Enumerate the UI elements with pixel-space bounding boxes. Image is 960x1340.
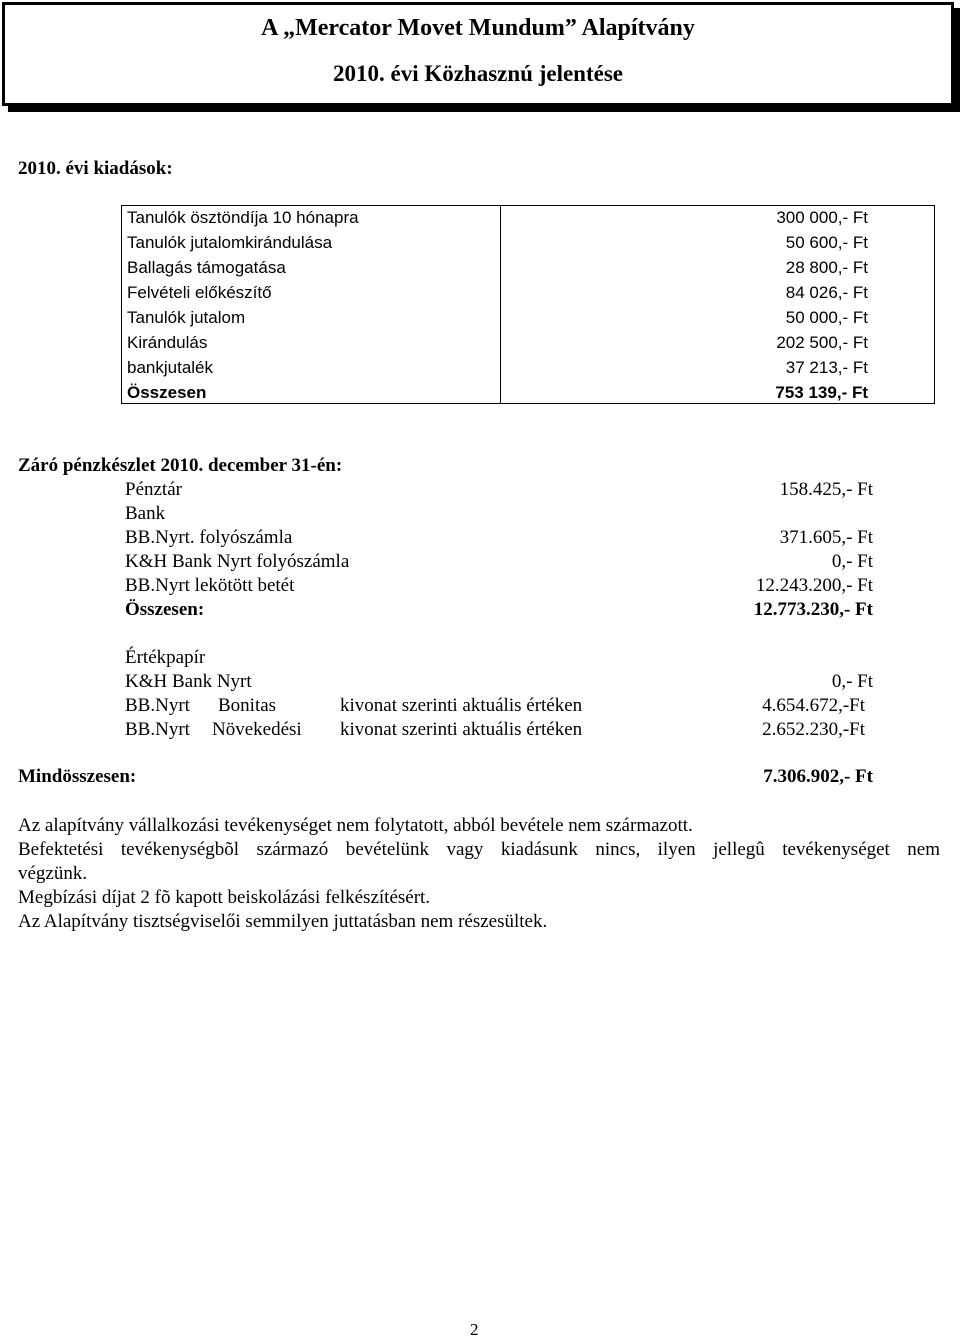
account-label: K&H Bank Nyrt folyószámla bbox=[125, 551, 350, 572]
expense-amount: 37 213,- Ft bbox=[785, 358, 868, 377]
expense-total-amount: 753 139,- Ft bbox=[775, 383, 868, 402]
expense-amount: 28 800,- Ft bbox=[785, 258, 868, 277]
table-total-row bbox=[122, 381, 934, 406]
cash-amount: 158.425,- Ft bbox=[779, 479, 873, 500]
security-row bbox=[125, 671, 875, 695]
title-box bbox=[2, 2, 954, 106]
expenses-heading: 2010. évi kiadások: bbox=[18, 158, 173, 179]
table-row bbox=[122, 281, 934, 306]
expense-label: Felvételi előkészítő bbox=[127, 283, 272, 302]
security-valuation: kivonat szerinti aktuális értéken bbox=[340, 695, 583, 716]
expense-label: bankjutalék bbox=[127, 358, 214, 377]
security-row bbox=[125, 695, 875, 719]
cash-row bbox=[125, 479, 875, 503]
table-row bbox=[122, 231, 934, 256]
table-row bbox=[122, 256, 934, 281]
account-row bbox=[125, 551, 875, 575]
expense-amount: 202 500,- Ft bbox=[776, 333, 868, 352]
account-label: BB.Nyrt. folyószámla bbox=[125, 527, 293, 548]
document-subtitle: 2010. évi Közhasznú jelentése bbox=[332, 61, 623, 86]
bank-label: Bank bbox=[125, 503, 166, 524]
bank-row bbox=[125, 503, 875, 527]
closing-total-label: Összesen: bbox=[125, 599, 205, 620]
table-row bbox=[122, 306, 934, 331]
expense-amount: 50 000,- Ft bbox=[785, 308, 868, 327]
security-amount: 0,- Ft bbox=[831, 671, 873, 692]
table-row bbox=[122, 356, 934, 381]
grand-total-label: Mindösszesen: bbox=[18, 766, 137, 787]
note-line: végzünk. bbox=[18, 863, 88, 884]
security-type: Növekedési bbox=[212, 719, 302, 740]
cash-label: Pénztár bbox=[125, 479, 182, 500]
closing-balance-heading: Záró pénzkészlet 2010. december 31-én: bbox=[18, 455, 343, 476]
expense-label: Kirándulás bbox=[127, 333, 208, 352]
account-label: BB.Nyrt lekötött betét bbox=[125, 575, 295, 596]
expense-amount: 50 600,- Ft bbox=[785, 233, 868, 252]
account-amount: 371.605,- Ft bbox=[779, 527, 873, 548]
security-valuation: kivonat szerinti aktuális értéken bbox=[340, 719, 583, 740]
account-amount: 12.243.200,- Ft bbox=[755, 575, 873, 596]
note-line: Befektetési tevékenységbõl származó bevételünk vagy kiadásunk nincs, ilyen jellegû tevékenységet nem bbox=[18, 839, 940, 860]
closing-total-row bbox=[125, 599, 875, 623]
expense-amount: 300 000,- Ft bbox=[776, 208, 868, 227]
note-line: Az Alapítvány tisztségviselői semmilyen juttatásban nem részesültek. bbox=[18, 911, 548, 932]
expense-label: Tanulók ösztöndíja 10 hónapra bbox=[127, 208, 359, 227]
note-line: Az alapítvány vállalkozási tevékenységet nem folytatott, abból bevétele nem származott. bbox=[18, 815, 693, 836]
security-issuer: BB.Nyrt bbox=[125, 719, 190, 740]
security-amount: 2.652.230,-Ft bbox=[762, 719, 865, 740]
expenses-table bbox=[121, 205, 935, 404]
security-type: Bonitas bbox=[218, 695, 277, 716]
account-amount: 0,- Ft bbox=[831, 551, 873, 572]
security-issuer: BB.Nyrt bbox=[125, 695, 190, 716]
account-row bbox=[125, 575, 875, 599]
grand-total-amount: 7.306.902,- Ft bbox=[763, 766, 873, 787]
note-line: Megbízási díjat 2 fõ kapott beiskolázási felkészítésért. bbox=[18, 887, 431, 908]
document-title: A „Mercator Movet Mundum” Alapítvány bbox=[261, 15, 695, 41]
security-amount: 4.654.672,-Ft bbox=[762, 695, 865, 716]
table-row bbox=[122, 331, 934, 356]
expense-amount: 84 026,- Ft bbox=[785, 283, 868, 302]
expense-label: Tanulók jutalom bbox=[127, 308, 246, 327]
expense-label: Tanulók jutalomkirándulása bbox=[127, 233, 333, 252]
securities-heading-row bbox=[125, 647, 875, 671]
expense-label: Ballagás támogatása bbox=[127, 258, 286, 277]
table-row bbox=[122, 206, 934, 231]
page-number: 2 bbox=[470, 1320, 479, 1339]
security-label: K&H Bank Nyrt bbox=[125, 671, 252, 692]
closing-total-amount: 12.773.230,- Ft bbox=[753, 599, 873, 620]
account-row bbox=[125, 527, 875, 551]
security-row bbox=[125, 719, 875, 743]
expense-total-label: Összesen bbox=[127, 383, 207, 402]
securities-heading: Értékpapír bbox=[125, 647, 206, 668]
